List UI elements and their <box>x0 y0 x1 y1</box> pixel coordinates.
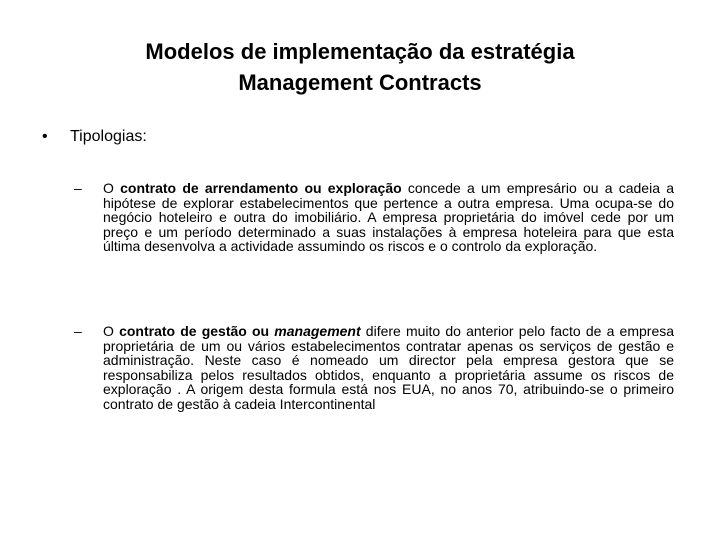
bullet-marker: • <box>42 128 48 145</box>
bullet-tipologias <box>42 127 147 147</box>
dash-marker: – <box>74 323 82 339</box>
sub-item-body: difere muito do anterior pelo facto de a empresa proprietária de um ou vários estabelecimentos contratar apenas os serviços de gestão e administração. Neste caso é nomeado um director pela empresa gestora que se responsabiliza pelos resultados obtidos, enquanto a proprietária assume os riscos de exploração . A origem desta formula está nos EUA, no anos 70, atribuindo-se o primeiro contrato de gestão à cadeia Intercontinental <box>103 323 675 412</box>
sub-item-term: contrato de gestão ou <box>119 323 275 339</box>
sub-item-text <box>103 324 674 411</box>
title-line-1: Modelos de implementação da estratégia <box>145 39 575 64</box>
sub-item-text <box>103 181 674 254</box>
dash-marker: – <box>74 180 82 196</box>
sub-item-term: contrato de arrendamento ou exploração <box>120 180 402 196</box>
bullet-label: Tipologias: <box>70 128 147 145</box>
sub-item-gestao <box>74 324 674 411</box>
sub-item-arrendamento <box>74 181 674 254</box>
slide-title <box>40 36 680 98</box>
sub-item-body: concede a um empresário ou a cadeia a hipótese de explorar estabelecimentos que pertence a outra empresa. Uma ocupa-se do negócio hoteleiro e outra do imobiliário. A empresa proprietária do imóvel cede por um preço e um período determinado a suas instalações à empresa hoteleira para que esta última desenvolva a actividade assumindo os riscos e o controlo da exploração. <box>103 180 674 254</box>
sub-item-pre: O <box>103 323 120 339</box>
sub-item-pre: O <box>103 180 121 196</box>
sub-item-term-emphasis: management <box>274 323 361 339</box>
title-line-2: Management Contracts <box>238 70 482 95</box>
